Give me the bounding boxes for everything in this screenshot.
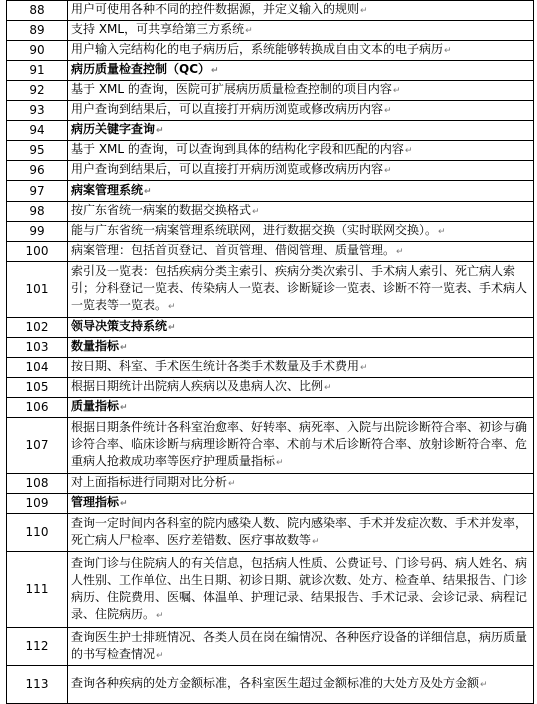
row-text-cell xyxy=(68,121,534,141)
table-row xyxy=(7,666,534,704)
row-text-cell xyxy=(68,514,534,552)
row-text: 病历质量检查控制（QC） xyxy=(71,62,211,76)
paragraph-mark-icon: ↵ xyxy=(392,86,401,96)
table-row xyxy=(7,101,534,121)
paragraph-mark-icon: ↵ xyxy=(168,302,176,312)
row-text: 查询一定时间内各科室的院内感染人数、院内感染率、手术并发症次数、手术并发率，死亡病人尸检率、医疗差错数、医疗事故数等 xyxy=(71,515,528,547)
table-row xyxy=(7,378,534,398)
row-text-cell xyxy=(68,398,534,418)
table-row xyxy=(7,141,534,161)
row-text: 基于 XML 的查询，可以查询到具体的结构化字段和匹配的内容 xyxy=(71,142,404,156)
paragraph-mark-icon: ↵ xyxy=(245,26,253,36)
paragraph-mark-icon: ↵ xyxy=(384,106,392,116)
table-row xyxy=(7,222,534,242)
row-number: 90 xyxy=(7,41,68,61)
table-row xyxy=(7,418,534,474)
row-text-cell xyxy=(68,81,534,101)
row-text: 用户输入完结构化的电子病历后，系统能够转换成自由文本的电子病历 xyxy=(71,42,444,56)
row-number: 110 xyxy=(7,514,68,552)
table-row xyxy=(7,161,534,181)
table-row-heading xyxy=(7,61,534,81)
row-text: 按广东省统一病案的数据交换格式 xyxy=(71,203,252,217)
paragraph-mark-icon: ↵ xyxy=(156,126,164,136)
row-number: 102 xyxy=(7,318,68,338)
row-number: 108 xyxy=(7,474,68,494)
row-number: 89 xyxy=(7,21,68,41)
row-text-cell xyxy=(68,358,534,378)
row-text-cell xyxy=(68,378,534,398)
paragraph-mark-icon: ↵ xyxy=(360,363,368,373)
paragraph-mark-icon: ↵ xyxy=(276,458,284,468)
row-text-cell xyxy=(68,101,534,121)
row-text: 用户查询到结果后，可以直接打开病历浏览或修改病历内容 xyxy=(71,162,384,176)
row-number: 94 xyxy=(7,121,68,141)
row-text: 病案管理系统 xyxy=(71,182,144,197)
row-text: 用户可使用各种不同的控件数据源，并定义输入的规则 xyxy=(71,2,360,16)
row-text: 病历关键字查询 xyxy=(71,122,156,136)
row-number: 104 xyxy=(7,358,68,378)
table-row xyxy=(7,41,534,61)
row-text: 支持 XML，可共享给第三方系统 xyxy=(71,22,245,36)
row-text: 查询门诊与住院病人的有关信息，包括病人性质、公费证号、门诊号码、病人姓名、病人性别、工作单位、出生日期、初诊日期、就诊次数、处方、检查单、结果报告、门诊病历、住院费用、医嘱、体温单、护理记录、结果报告、手术记录、会诊记录、病程记录、住院病历。 xyxy=(71,555,528,621)
row-text-cell xyxy=(68,21,534,41)
row-text: 索引及一览表：包括疾病分类主索引、疾病分类次索引、手术病人索引、死亡病人索引；分科登记一览表、传染病人一览表、诊断疑诊一览表、诊断不符一览表、手术病人一览表等一览表。 xyxy=(71,264,528,312)
row-text-cell xyxy=(68,628,534,666)
row-text-cell xyxy=(68,666,534,704)
row-number: 91 xyxy=(7,61,68,81)
paragraph-mark-icon: ↵ xyxy=(211,66,219,76)
row-number: 93 xyxy=(7,101,68,121)
table-row-heading xyxy=(7,121,534,141)
paragraph-mark-icon: ↵ xyxy=(444,46,452,56)
row-text-cell xyxy=(68,494,534,514)
paragraph-mark-icon: ↵ xyxy=(480,680,488,690)
row-number: 109 xyxy=(7,494,68,514)
row-text: 根据日期统计出院病人疾病以及患病人次、比例 xyxy=(71,379,324,393)
row-number: 100 xyxy=(7,242,68,262)
paragraph-mark-icon: ↵ xyxy=(144,186,152,197)
requirements-table xyxy=(6,0,534,704)
table-row xyxy=(7,242,534,262)
row-text-cell xyxy=(68,474,534,494)
table-row xyxy=(7,474,534,494)
paragraph-mark-icon: ↵ xyxy=(324,383,332,393)
row-text: 按日期、科室、手术医生统计各类手术数量及手术费用 xyxy=(71,359,360,373)
paragraph-mark-icon: ↵ xyxy=(312,536,320,547)
row-text-cell xyxy=(68,61,534,81)
row-text-cell xyxy=(68,338,534,358)
table-row-heading xyxy=(7,494,534,514)
row-number: 88 xyxy=(7,1,68,21)
row-number: 92 xyxy=(7,81,68,101)
table-row-heading xyxy=(7,318,534,338)
table-row xyxy=(7,202,534,222)
row-number: 98 xyxy=(7,202,68,222)
paragraph-mark-icon: ↵ xyxy=(438,227,446,237)
row-number: 95 xyxy=(7,141,68,161)
paragraph-mark-icon: ↵ xyxy=(156,650,164,661)
row-text-cell xyxy=(68,222,534,242)
row-text: 数量指标 xyxy=(71,339,120,353)
paragraph-mark-icon: ↵ xyxy=(360,6,368,16)
row-number: 101 xyxy=(7,262,68,318)
paragraph-mark-icon: ↵ xyxy=(228,479,236,489)
row-text-cell xyxy=(68,1,534,21)
row-number: 99 xyxy=(7,222,68,242)
table-row xyxy=(7,21,534,41)
paragraph-mark-icon: ↵ xyxy=(120,499,128,509)
row-text-cell xyxy=(68,202,534,222)
table-row xyxy=(7,81,534,101)
paragraph-mark-icon: ↵ xyxy=(156,610,164,621)
table-row xyxy=(7,514,534,552)
row-text-cell xyxy=(68,41,534,61)
row-number: 112 xyxy=(7,628,68,666)
row-text: 领导决策支持系统 xyxy=(71,319,168,333)
table-body xyxy=(7,1,534,704)
row-text-cell xyxy=(68,161,534,181)
row-text: 根据日期条件统计各科室治愈率、好转率、病死率、入院与出院诊断符合率、初诊与确诊符合率、临床诊断与病理诊断符合率、术前与术后诊断符合率、放射诊断符合率、危重病人抢救成功率等医疗护理质量指标 xyxy=(71,420,528,468)
table-row xyxy=(7,1,534,21)
paragraph-mark-icon: ↵ xyxy=(168,323,176,333)
row-text: 查询各种疾病的处方金额标准，各科室医生超过金额标准的大处方及处方金额 xyxy=(71,676,480,690)
row-text: 对上面指标进行同期对比分析 xyxy=(71,475,228,489)
row-number: 113 xyxy=(7,666,68,704)
row-text: 管理指标 xyxy=(71,495,120,509)
paragraph-mark-icon: ↵ xyxy=(120,403,128,413)
row-number: 97 xyxy=(7,181,68,202)
row-text-cell xyxy=(68,552,534,628)
row-text: 用户查询到结果后，可以直接打开病历浏览或修改病历内容 xyxy=(71,102,384,116)
row-text-cell xyxy=(68,141,534,161)
row-text: 能与广东省统一病案管理系统联网，进行数据交换（实时联网交换）。 xyxy=(71,223,438,237)
table-row-heading xyxy=(7,338,534,358)
row-number: 111 xyxy=(7,552,68,628)
row-text: 质量指标 xyxy=(71,399,120,413)
row-text: 基于 XML 的查询，医院可扩展病历质量检查控制的项目内容 xyxy=(71,82,392,96)
table-row xyxy=(7,358,534,378)
table-row xyxy=(7,628,534,666)
paragraph-mark-icon: ↵ xyxy=(384,166,392,176)
paragraph-mark-icon: ↵ xyxy=(252,207,260,217)
row-text-cell xyxy=(68,318,534,338)
table-row-heading xyxy=(7,181,534,202)
row-text-cell xyxy=(68,418,534,474)
row-number: 106 xyxy=(7,398,68,418)
table-row xyxy=(7,552,534,628)
paragraph-mark-icon: ↵ xyxy=(120,343,128,353)
row-text: 病案管理：包括首页登记、首页管理、借阅管理、质量管理。 xyxy=(71,243,396,257)
row-number: 96 xyxy=(7,161,68,181)
paragraph-mark-icon: ↵ xyxy=(396,247,404,257)
table-row xyxy=(7,262,534,318)
row-number: 107 xyxy=(7,418,68,474)
row-text-cell xyxy=(68,262,534,318)
row-number: 103 xyxy=(7,338,68,358)
row-text-cell xyxy=(68,242,534,262)
table-row-heading xyxy=(7,398,534,418)
row-text: 查询医生护士排班情况、各类人员在岗在编情况、各种医疗设备的详细信息，病历质量的书写检查情况 xyxy=(71,629,528,661)
row-number: 105 xyxy=(7,378,68,398)
row-text-cell xyxy=(68,181,534,202)
paragraph-mark-icon: ↵ xyxy=(404,146,413,156)
